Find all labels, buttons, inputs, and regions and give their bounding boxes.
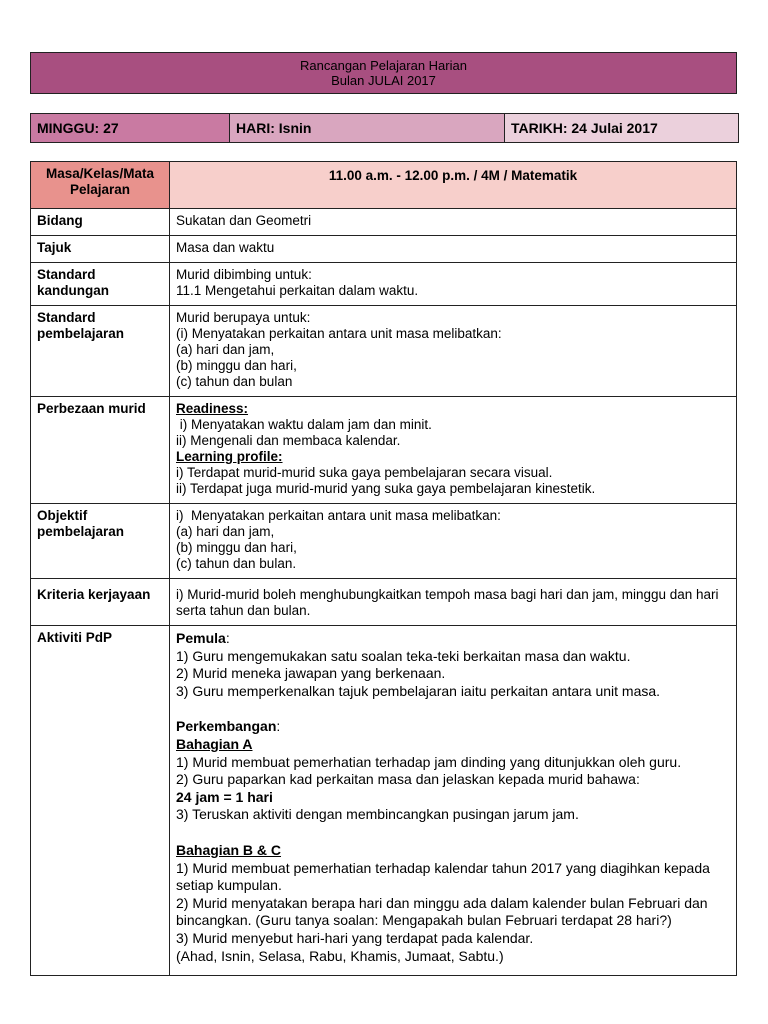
hari-cell: HARI: Isnin [230,114,505,142]
text-line: ii) Mengenali dan membaca kalendar. [176,433,401,448]
text-line: 1) Murid membuat pemerhatian terhadap kalendar tahun 2017 yang diagihkan kepada setiap kumpulan. [176,859,710,894]
minggu-cell: MINGGU: 27 [31,114,230,142]
standard-kandungan-value [170,263,737,306]
header-value: 11.00 a.m. - 12.00 p.m. / 4M / Matematik [170,162,737,209]
table-row-objektif [31,504,737,579]
text-line: (b) minggu dan hari, [176,358,297,373]
table-row-standard-kandungan [31,263,737,306]
text-line: 11.1 Mengetahui perkaitan dalam waktu. [176,283,419,298]
learning-profile-heading: Learning profile: [176,449,283,464]
text-line: (b) minggu dan hari, [176,540,297,555]
objektif-value [170,504,737,579]
table-row-perbezaan-murid [31,397,737,504]
text-line: 3) Murid menyebut hari-hari yang terdapat pada kalendar. [176,929,534,946]
title-banner [30,52,737,94]
title-line-2: Bulan JULAI 2017 [331,73,436,88]
aktiviti-label: Aktiviti PdP [31,626,170,976]
standard-kandungan-label: Standard kandungan [31,263,170,306]
text-line: (a) hari dan jam, [176,524,275,539]
text-line: 3) Guru memperkenalkan tajuk pembelajaran iaitu perkaitan antara unit masa. [176,682,661,699]
readiness-heading: Readiness: [176,401,249,416]
info-bar [30,113,739,143]
text-line: Murid berupaya untuk: [176,310,311,325]
table-row-kriteria [31,579,737,626]
bidang-label: Bidang [31,209,170,236]
aktiviti-value [170,626,737,976]
tajuk-label: Tajuk [31,236,170,263]
objektif-label: Objektif pembelajaran [31,504,170,579]
text-line: (c) tahun dan bulan. [176,556,297,571]
table-row-standard-pembelajaran [31,306,737,397]
text-line: (Ahad, Isnin, Selasa, Rabu, Khamis, Jumaat, Sabtu.) [176,947,504,964]
perbezaan-murid-label: Perbezaan murid [31,397,170,504]
table-row-header [31,162,737,209]
text-line: 2) Murid meneka jawapan yang berkenaan. [176,665,446,682]
tajuk-value: Masa dan waktu [170,236,737,263]
text-line: i) Terdapat murid-murid suka gaya pembelajaran secara visual. [176,465,553,480]
spacer [176,824,730,842]
text-line: (i) Menyatakan perkaitan antara unit masa melibatkan: [176,326,502,341]
standard-pembelajaran-label: Standard pembelajaran [31,306,170,397]
spacer [176,700,730,718]
kriteria-value: i) Murid-murid boleh menghubungkaitkan tempoh masa bagi hari dan jam, minggu dan hari serta tahun dan bulan. [170,579,737,626]
kriteria-label: Kriteria kerjayaan [31,579,170,626]
text-line: 3) Teruskan aktiviti dengan membincangkan pusingan jarum jam. [176,806,579,823]
bahagian-bc-heading: Bahagian B & C [176,841,282,858]
perkembangan-heading: Perkembangan [176,718,277,735]
lesson-plan-table [30,161,737,976]
text-line: 2) Guru paparkan kad perkaitan masa dan jelaskan kepada murid bahawa: [176,771,640,788]
text-line: 2) Murid menyatakan berapa hari dan minggu ada dalam kalender bulan Februari dan bincangkan. (Guru tanya soalan: Mengapakah bulan Februari terdapat 28 hari?) [176,894,708,929]
perbezaan-murid-value [170,397,737,504]
table-row-aktiviti [31,626,737,976]
text-line: Murid dibimbing untuk: [176,267,312,282]
title-line-1: Rancangan Pelajaran Harian [300,58,467,73]
text-line: 1) Guru mengemukakan satu soalan teka-teki berkaitan masa dan waktu. [176,647,631,664]
text-line: ii) Terdapat juga murid-murid yang suka gaya pembelajaran kinestetik. [176,481,596,496]
text-line: 1) Murid membuat pemerhatian terhadap jam dinding yang ditunjukkan oleh guru. [176,753,682,770]
table-row-tajuk [31,236,737,263]
bidang-value: Sukatan dan Geometri [170,209,737,236]
equation: 24 jam = 1 hari [176,788,273,805]
bahagian-a-heading: Bahagian A [176,735,253,752]
header-label: Masa/Kelas/Mata Pelajaran [31,162,170,209]
pemula-heading: Pemula [176,630,226,646]
text-line: i) Menyatakan waktu dalam jam dan minit. [176,417,432,432]
text-line: i) Menyatakan perkaitan antara unit masa melibatkan: [176,508,501,523]
standard-pembelajaran-value [170,306,737,397]
table-row-bidang [31,209,737,236]
text-line: (a) hari dan jam, [176,342,275,357]
tarikh-cell: TARIKH: 24 Julai 2017 [505,114,738,142]
perkembangan-heading-line: Perkembangan: [176,718,281,735]
text-line: (c) tahun dan bulan [176,374,293,389]
pemula-heading-line: Pemula: [176,630,230,646]
